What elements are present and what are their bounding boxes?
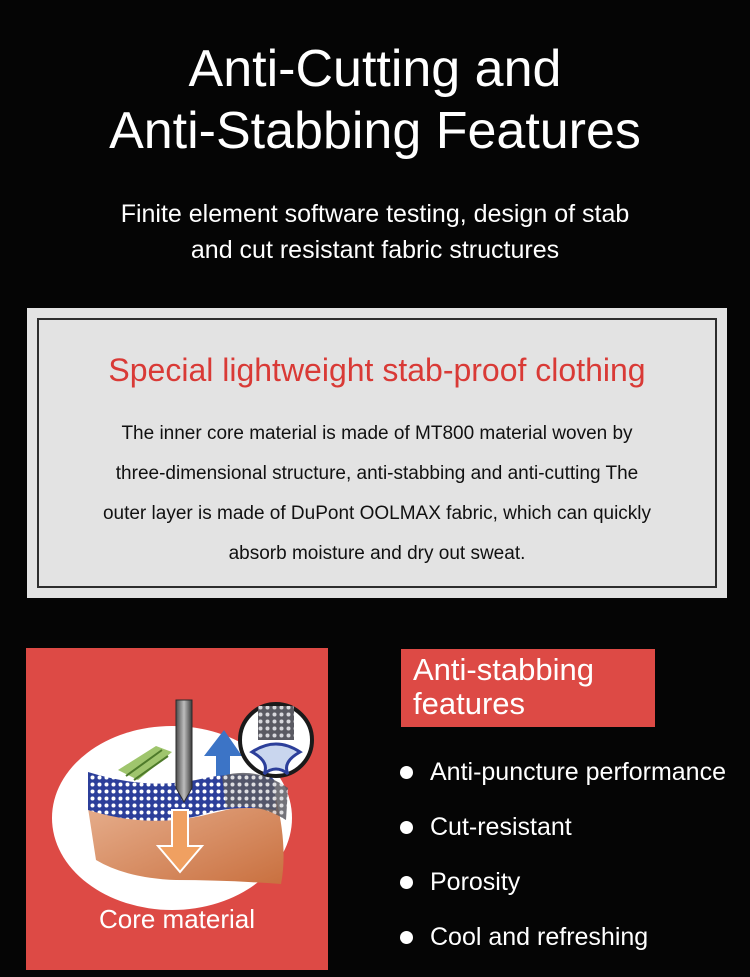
info-panel: [27, 308, 727, 598]
page-title: [0, 38, 750, 162]
feature-label: Anti-puncture performance: [430, 758, 726, 786]
list-item: [400, 913, 726, 968]
feature-list: [400, 748, 726, 968]
info-panel-frame: [37, 318, 717, 588]
panel-line-1: The inner core material is made of MT800 material woven by: [121, 423, 633, 444]
panel-line-3: outer layer is made of DuPont OOLMAX fabric, which can quickly: [102, 503, 652, 524]
feature-label: Cool and refreshing: [430, 923, 649, 951]
panel-heading: Special lightweight stab-proof clothing: [108, 352, 646, 388]
feature-label: Cut-resistant: [430, 813, 572, 841]
bullet-icon: [400, 931, 413, 944]
list-item: [400, 858, 726, 913]
title-line-1: Anti-Cutting and: [188, 40, 562, 98]
list-item: [400, 803, 726, 858]
features-title-line-1: Anti-stabbing: [413, 652, 594, 687]
core-material-illustration: [26, 648, 328, 970]
title-line-2: Anti-Stabbing Features: [109, 102, 641, 160]
list-item: [400, 748, 726, 803]
core-material-label: Core material: [98, 904, 256, 934]
panel-line-2: three-dimensional structure, anti-stabbing and anti-cutting The: [115, 463, 639, 484]
subtitle-line-2: and cut resistant fabric structures: [190, 236, 560, 264]
features-title-line-2: features: [413, 686, 526, 721]
bullet-icon: [400, 821, 413, 834]
feature-label: Porosity: [430, 868, 521, 896]
needle: [176, 700, 192, 802]
bullet-icon: [400, 766, 413, 779]
page-subtitle: [40, 196, 710, 268]
panel-description: [55, 414, 699, 574]
bullet-icon: [400, 876, 413, 889]
panel-line-4: absorb moisture and dry out sweat.: [228, 543, 526, 564]
subtitle-line-1: Finite element software testing, design of stab: [120, 200, 630, 228]
features-title: [401, 649, 655, 727]
